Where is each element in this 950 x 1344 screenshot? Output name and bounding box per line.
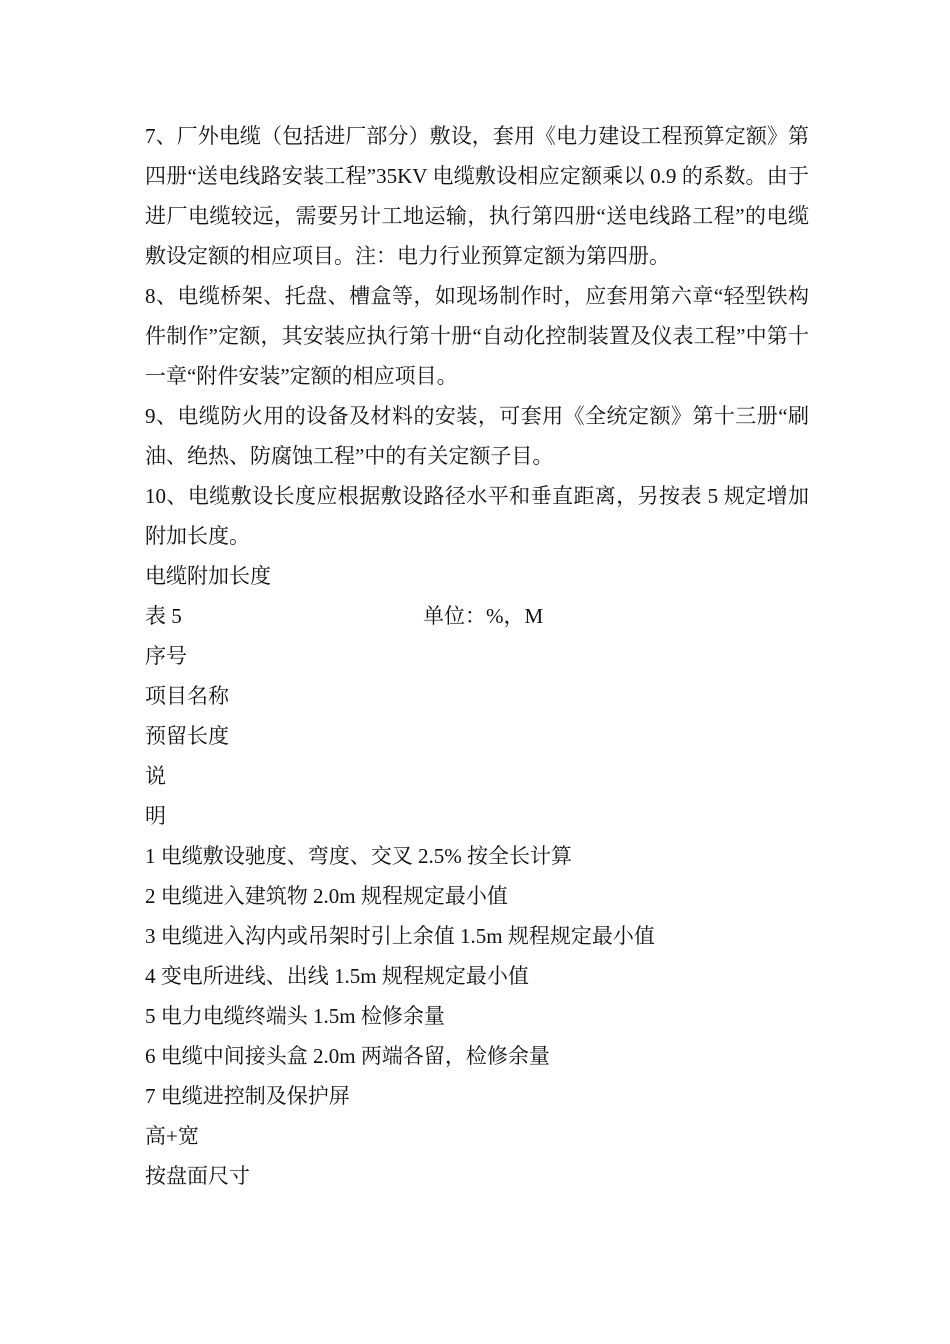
table-row: 高+宽 [145, 1124, 199, 1148]
table-header: 序号 [145, 644, 187, 668]
table-header: 明 [145, 804, 166, 828]
table-row: 2 电缆进入建筑物 2.0m 规程规定最小值 [145, 884, 508, 908]
table-caption-row [145, 596, 809, 636]
table-header: 项目名称 [145, 684, 229, 708]
table-row: 7 电缆进控制及保护屏 [145, 1084, 350, 1108]
table-row: 6 电缆中间接头盒 2.0m 两端各留，检修余量 [145, 1044, 550, 1068]
document-page [145, 116, 809, 1196]
table-header: 说 [145, 764, 166, 788]
table-header: 预留长度 [145, 724, 229, 748]
paragraph-9: 9、电缆防火用的设备及材料的安装，可套用《全统定额》第十三册“刷油、绝热、防腐蚀工程”中的有关定额子目。 [145, 404, 809, 468]
paragraph-8: 8、电缆桥架、托盘、槽盒等，如现场制作时，应套用第六章“轻型铁构件制作”定额，其安装应执行第十册“自动化控制装置及仪表工程”中第十一章“附件安装”定额的相应项目。 [145, 284, 809, 388]
table-title: 电缆附加长度 [145, 564, 271, 588]
table-row: 按盘面尺寸 [145, 1164, 250, 1188]
paragraph-7: 7、厂外电缆（包括进厂部分）敷设，套用《电力建设工程预算定额》第四册“送电线路安装工程”35KV 电缆敷设相应定额乘以 0.9 的系数。由于进厂电缆较远，需要另计工地运输，执行第四册“送电线路工程”的电缆敷设定额的相应项目。注：电力行业预算定额为第四册。 [145, 124, 809, 268]
table-unit: 单位：%，M [423, 604, 544, 628]
table-row: 5 电力电缆终端头 1.5m 检修余量 [145, 1004, 445, 1028]
table-row: 1 电缆敷设驰度、弯度、交叉 2.5% 按全长计算 [145, 844, 572, 868]
table-label: 表 5 [145, 604, 182, 628]
paragraph-10: 10、电缆敷设长度应根据敷设路径水平和垂直距离，另按表 5 规定增加附加长度。 [145, 484, 809, 548]
table-row: 3 电缆进入沟内或吊架时引上余值 1.5m 规程规定最小值 [145, 924, 655, 948]
table-row: 4 变电所进线、出线 1.5m 规程规定最小值 [145, 964, 529, 988]
